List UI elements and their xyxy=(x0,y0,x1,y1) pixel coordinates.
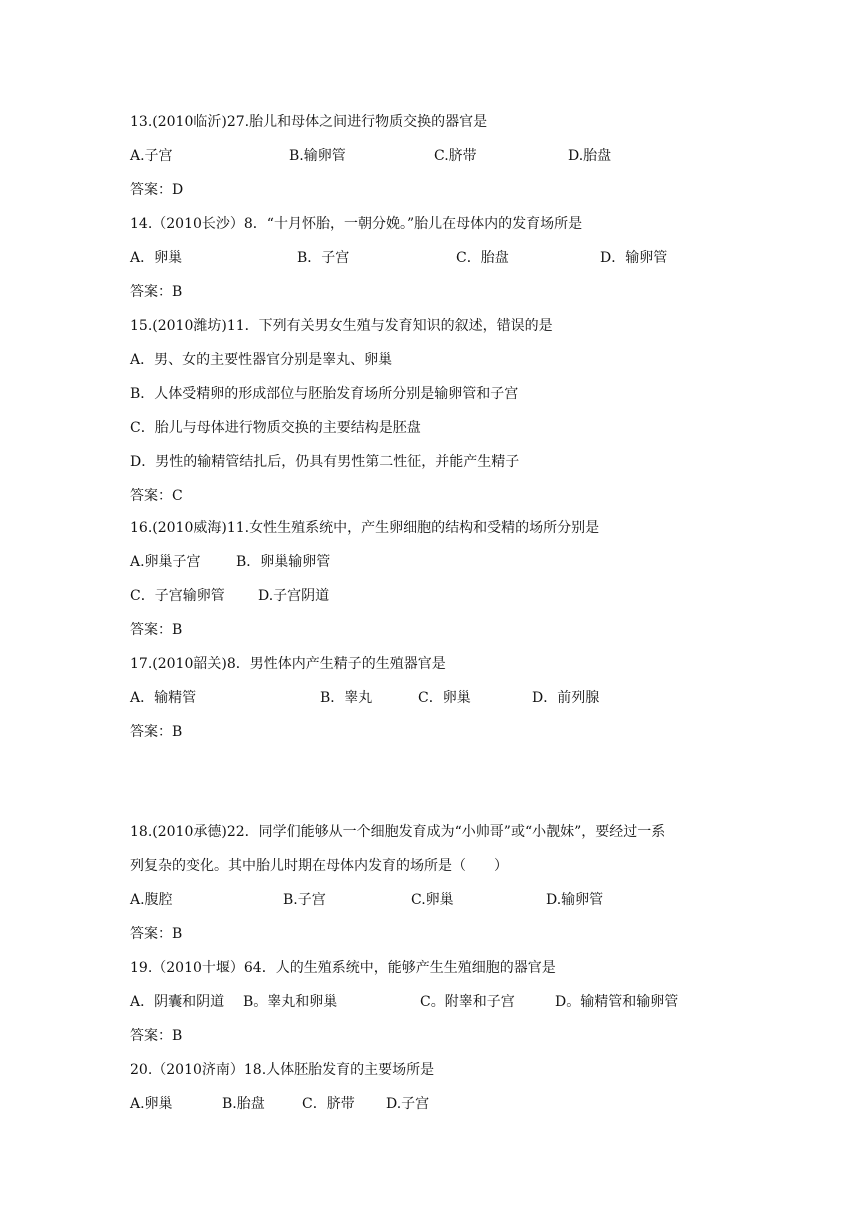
question-16-answer: 答案：B xyxy=(130,622,183,638)
question-16-options-row2 xyxy=(0,586,860,606)
question-15-answer: 答案：C xyxy=(130,488,183,504)
question-13-answer: 答案：D xyxy=(130,182,184,198)
option-d: D。输精管和输卵管 xyxy=(555,994,679,1010)
question-19-options xyxy=(0,992,860,1012)
option-b: B．卵巢输卵管 xyxy=(236,554,331,570)
question-19-stem: 19.（2010十堰）64．人的生殖系统中，能够产生生殖细胞的器官是 xyxy=(130,960,556,976)
question-19-answer: 答案：B xyxy=(130,1028,183,1044)
question-15-option-c: C．胎儿与母体进行物质交换的主要结构是胚盘 xyxy=(130,420,421,436)
question-17-stem: 17.(2010韶关)8．男性体内产生精子的生殖器官是 xyxy=(130,656,446,672)
option-c: C.脐带 xyxy=(434,148,477,164)
option-c: C．卵巢 xyxy=(418,690,471,706)
option-a: A.子宫 xyxy=(130,148,173,164)
question-18-stem-line1: 18.(2010承德)22．同学们能够从一个细胞发育成为“小帅哥”或“小靓妹”，要经过一系 xyxy=(130,824,666,840)
question-20-options xyxy=(0,1094,860,1114)
question-20-stem: 20.（2010济南）18.人体胚胎发育的主要场所是 xyxy=(130,1062,435,1078)
question-15-option-d: D．男性的输精管结扎后，仍具有男性第二性征，并能产生精子 xyxy=(130,454,520,470)
option-a: A．输精管 xyxy=(130,690,197,706)
option-b: B。睾丸和卵巢 xyxy=(243,994,338,1010)
question-13-options xyxy=(0,146,860,166)
option-d: D.胎盘 xyxy=(568,148,612,164)
option-d: D.子宫 xyxy=(386,1096,430,1112)
question-18-stem-line2: 列复杂的变化。其中胎儿时期在母体内发育的场所是（ ） xyxy=(130,858,508,874)
option-b: B．睾丸 xyxy=(320,690,373,706)
option-c: C．胎盘 xyxy=(456,250,509,266)
option-a: A.卵巢子宫 xyxy=(130,554,201,570)
question-17-options xyxy=(0,688,860,708)
question-18-answer: 答案：B xyxy=(130,926,183,942)
option-c: C.卵巢 xyxy=(411,892,454,908)
option-d: D.子宫阴道 xyxy=(258,588,330,604)
option-b: B．子宫 xyxy=(297,250,350,266)
question-15-option-a: A．男、女的主要性器官分别是睾丸、卵巢 xyxy=(130,352,393,368)
question-14-stem: 14.（2010长沙）8．“十月怀胎，一朝分娩。”胎儿在母体内的发育场所是 xyxy=(130,216,583,232)
option-a: A．阴囊和阴道 xyxy=(130,994,225,1010)
option-b: B.胎盘 xyxy=(222,1096,265,1112)
question-16-stem: 16.(2010威海)11.女性生殖系统中，产生卵细胞的结构和受精的场所分别是 xyxy=(130,520,600,536)
option-b: B.子宫 xyxy=(283,892,326,908)
option-d: D.输卵管 xyxy=(546,892,604,908)
question-14-options xyxy=(0,248,860,268)
option-c: C．子宫输卵管 xyxy=(130,588,225,604)
option-b: B.输卵管 xyxy=(289,148,346,164)
question-13-stem: 13.(2010临沂)27.胎儿和母体之间进行物质交换的器官是 xyxy=(130,114,488,130)
option-d: D．输卵管 xyxy=(600,250,668,266)
question-15-stem: 15.(2010潍坊)11．下列有关男女生殖与发育知识的叙述，错误的是 xyxy=(130,318,553,334)
question-18-options xyxy=(0,890,860,910)
option-d: D．前列腺 xyxy=(532,690,600,706)
option-a: A．卵巢 xyxy=(130,250,183,266)
question-16-options-row1 xyxy=(0,552,860,572)
question-15-option-b: B．人体受精卵的形成部位与胚胎发育场所分别是输卵管和子宫 xyxy=(130,386,519,402)
question-17-answer: 答案：B xyxy=(130,724,183,740)
option-c: C．脐带 xyxy=(302,1096,355,1112)
question-14-answer: 答案：B xyxy=(130,284,183,300)
option-a: A.卵巢 xyxy=(130,1096,173,1112)
option-c: C。附睾和子宫 xyxy=(420,994,515,1010)
option-a: A.腹腔 xyxy=(130,892,173,908)
